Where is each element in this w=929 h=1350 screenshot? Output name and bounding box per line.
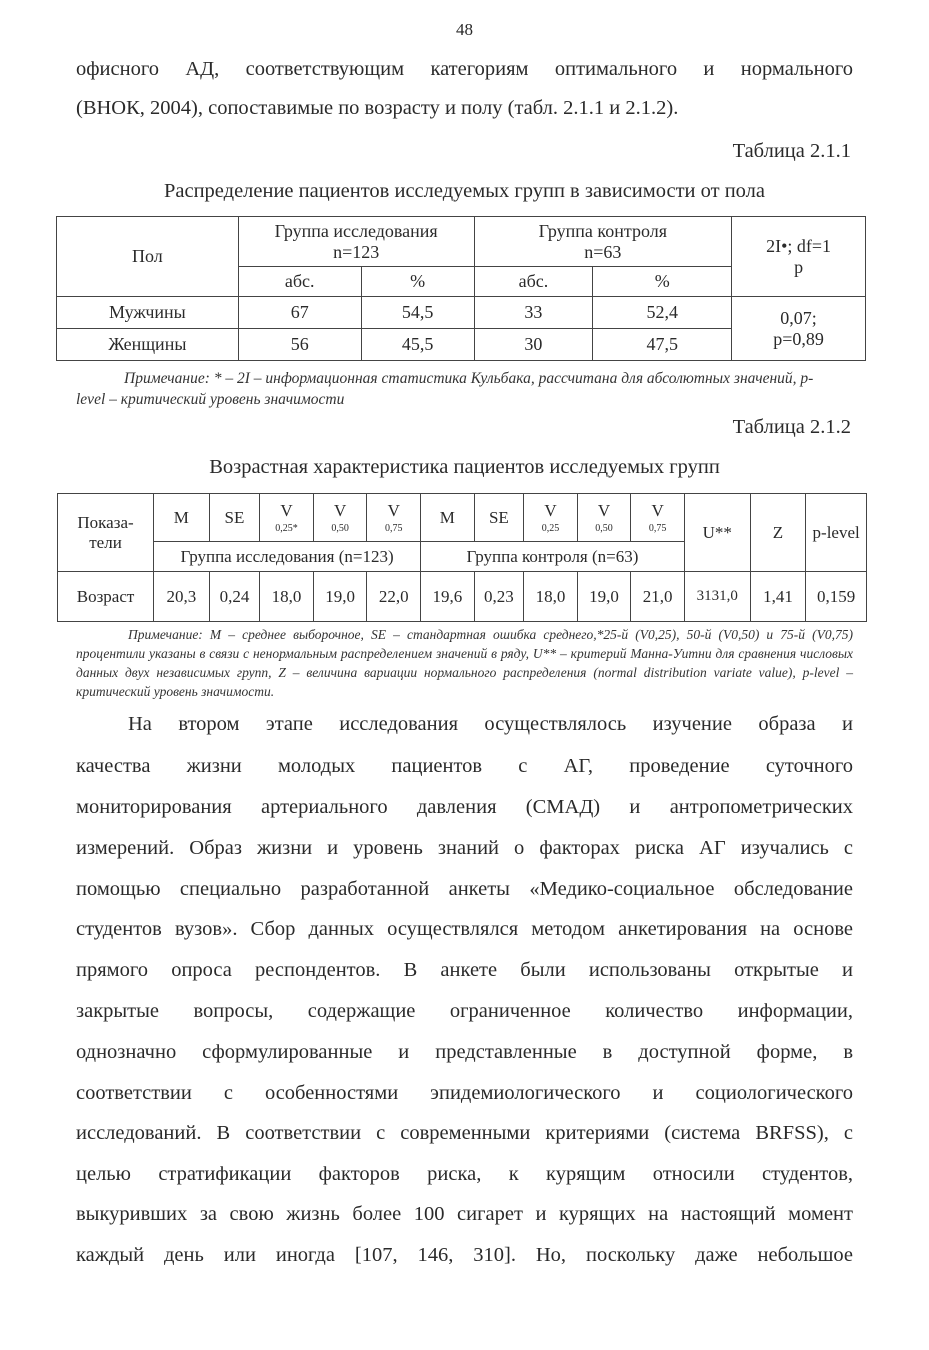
table2-note: Примечание: M – среднее выборочное, SE – стандартная ошибка среднего,*25-й (V0,25), 50-й (V0,50) и 75-й (V0,75) процентили указаны в связи с ненормальным распределением значений в ряду, U** – критерий Манна-Уитни для сравнения числовых данных двух независимых групп, Z – величина вариации нормального распределения (normal distribution variate value), p-level – критический уровень значимости. [76,627,853,699]
cell: 45,5 [361,329,474,361]
header-pct: % [361,267,474,297]
row-label: Возраст [58,572,154,622]
table-row [58,572,867,622]
body-line: студентов вузов». Сбор данных осуществлялся методом анкетирования на основе [76,918,853,940]
table1-caption: Распределение пациентов исследуемых групп в зависимости от пола [163,180,765,202]
header-U: U** [684,494,750,572]
body-line: На втором этапе исследования осуществлялось изучение образа и [128,713,853,735]
cell: 1,41 [750,572,806,622]
cell: 19,0 [577,572,631,622]
header-V: V 0,25 [524,494,578,542]
body-line: качества жизни молодых пациентов с АГ, проведение суточного [76,755,853,777]
header-control-group: Группа контроля (n=63) [421,542,685,572]
header-V: V 0,25* [260,494,314,542]
cell: 0,159 [806,572,867,622]
cell: 3131,0 [684,572,750,622]
body-line: измерений. Образ жизни и уровень знаний о факторах риска АГ изучались с [76,837,853,859]
cell: 20,3 [154,572,210,622]
header-SE: SE [209,494,260,542]
cell: 56 [238,329,361,361]
header-Z: Z [750,494,806,572]
body-line: исследований. В соответствии с современными критериями (система BRFSS), с [76,1122,853,1144]
table-row [57,297,866,329]
cell: 22,0 [367,572,421,622]
intro-line-1: офисного АД, соответствующим категориям оптимального и нормального [76,58,853,80]
table2-label: Таблица 2.1.2 [732,416,851,438]
body-line: однозначно сформулированные и представленные в доступной форме, в [76,1041,853,1063]
header-SE: SE [474,494,524,542]
cell: 47,5 [593,329,732,361]
cell: 18,0 [260,572,314,622]
table1-label: Таблица 2.1.1 [732,140,851,162]
header-stat: 2I•; df=1 p [732,217,866,297]
table-age-characteristics [57,493,867,622]
body-line: соответствии с особенностями эпидемиологического и социологического [76,1082,853,1104]
body-line: закрытые вопросы, содержащие ограниченное количество информации, [76,1000,853,1022]
header-study-group: Группа исследования n=123 [238,217,474,267]
page-number: 48 [456,20,473,39]
cell: 30 [474,329,593,361]
stat-value-cell: 0,07; p=0,89 [732,297,866,361]
body-line: мониторирования артериального давления (СМАД) и антропометрических [76,796,853,818]
header-pct: % [593,267,732,297]
body-line: прямого опроса респондентов. В анкете были использованы открытые и [76,959,853,981]
cell: 0,23 [474,572,524,622]
table-sex-distribution [56,216,866,361]
body-line: помощью специально разработанной анкеты «Медико-социальное обследование [76,878,853,900]
header-M: M [421,494,475,542]
cell: 33 [474,297,593,329]
header-M: M [154,494,210,542]
header-V: V 0,50 [577,494,631,542]
header-sex: Пол [57,217,239,297]
row-label: Мужчины [57,297,239,329]
cell: 67 [238,297,361,329]
header-V: V 0,75 [631,494,685,542]
intro-line-2: (ВНОК, 2004), сопоставимые по возрасту и полу (табл. 2.1.1 и 2.1.2). [76,97,679,119]
header-V: V 0,50 [313,494,367,542]
header-study-group: Группа исследования (n=123) [154,542,421,572]
cell: 19,6 [421,572,475,622]
header-abs: абс. [238,267,361,297]
header-V: V 0,75 [367,494,421,542]
row-label: Женщины [57,329,239,361]
cell: 52,4 [593,297,732,329]
cell: 18,0 [524,572,578,622]
table2-caption: Возрастная характеристика пациентов исследуемых групп [209,456,720,478]
body-line: каждый день или иногда [107, 146, 310]. Но, поскольку даже небольшое [76,1244,853,1266]
cell: 54,5 [361,297,474,329]
header-control-group: Группа контроля n=63 [474,217,732,267]
body-line: целью стратификации факторов риска, к курящим относили студентов, [76,1163,853,1185]
cell: 19,0 [313,572,367,622]
cell: 0,24 [209,572,260,622]
header-plevel: p-level [806,494,867,572]
cell: 21,0 [631,572,685,622]
table1-note: Примечание: * – 2I – информационная статистика Кульбака, рассчитана для абсолютных значений, p-level – критический уровень значимости [76,370,814,408]
body-line: выкуривших за свою жизнь более 100 сигарет и курящих на настоящий момент [76,1203,853,1225]
header-abs: абс. [474,267,593,297]
header-indicators: Показа-тели [58,494,154,572]
